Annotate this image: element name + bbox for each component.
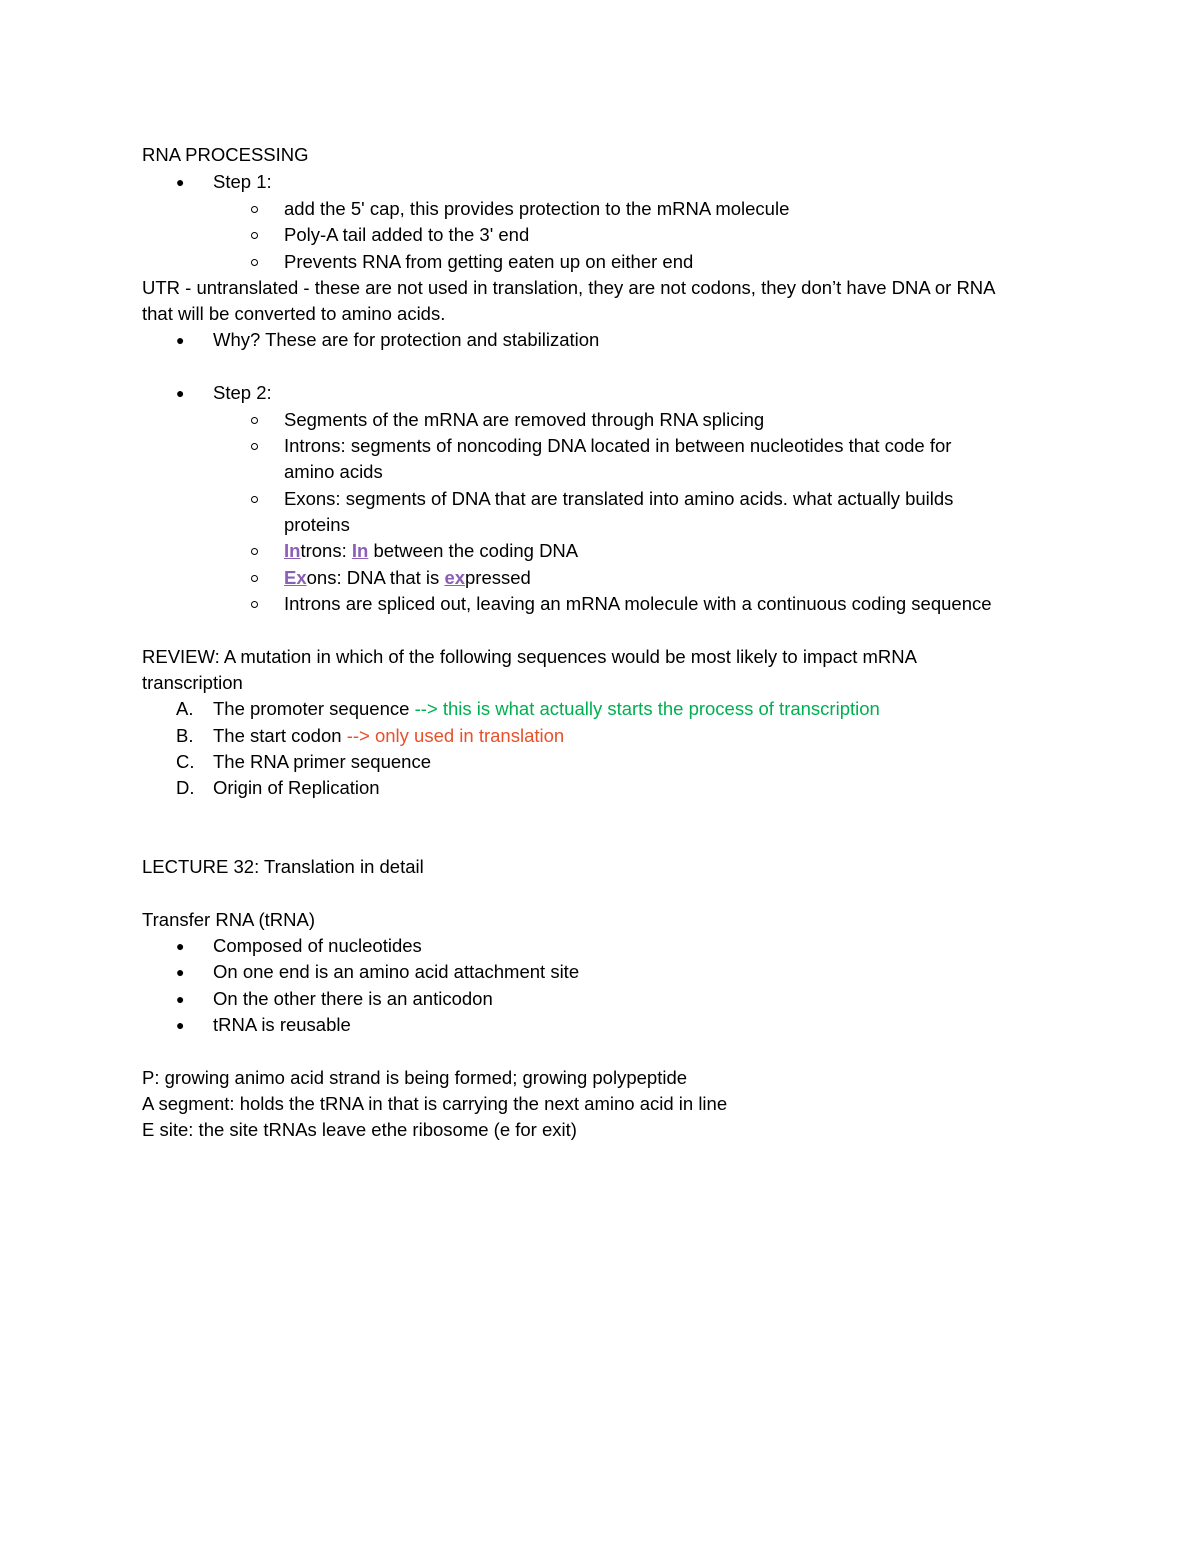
list-item: Exons: segments of DNA that are translated into amino acids. what actually builds bbox=[284, 488, 954, 509]
list-item-continued: amino acids bbox=[284, 461, 383, 482]
p-site-line: P: growing animo acid strand is being formed; growing polypeptide bbox=[142, 1067, 688, 1088]
why-line: Why? These are for protection and stabilization bbox=[213, 329, 600, 350]
list-item: Poly-A tail added to the 3' end bbox=[284, 224, 530, 245]
option-letter: D. bbox=[176, 777, 195, 798]
review-option-b bbox=[213, 724, 564, 748]
utr-line-1: UTR - untranslated - these are not used in translation, they are not codons, they don’t have DNA or RNA bbox=[142, 277, 996, 298]
list-item-continued: proteins bbox=[284, 514, 350, 535]
option-note-correct: --> this is what actually starts the process of transcription bbox=[414, 698, 880, 719]
mnemonic-highlight: In bbox=[351, 540, 369, 561]
review-option-a bbox=[213, 697, 880, 721]
mnemonic-text: between the coding DNA bbox=[368, 540, 579, 561]
option-letter: A. bbox=[176, 698, 194, 719]
bullet-icon: ● bbox=[176, 174, 185, 190]
circle-bullet-icon bbox=[251, 206, 258, 213]
utr-line-2: that will be converted to amino acids. bbox=[142, 303, 446, 324]
step2-label: Step 2: bbox=[213, 382, 272, 403]
circle-bullet-icon bbox=[251, 548, 258, 555]
option-note-wrong: --> only used in translation bbox=[346, 725, 565, 746]
list-item: Prevents RNA from getting eaten up on either end bbox=[284, 251, 694, 272]
list-item: tRNA is reusable bbox=[213, 1014, 351, 1035]
introns-mnemonic bbox=[284, 539, 578, 563]
bullet-icon: ● bbox=[176, 385, 185, 401]
circle-bullet-icon bbox=[251, 443, 258, 450]
mnemonic-highlight: In bbox=[284, 540, 301, 561]
mnemonic-highlight: ex bbox=[444, 567, 466, 588]
circle-bullet-icon bbox=[251, 575, 258, 582]
circle-bullet-icon bbox=[251, 259, 258, 266]
exons-mnemonic bbox=[284, 566, 531, 590]
mnemonic-highlight: Ex bbox=[284, 567, 307, 588]
list-item: On the other there is an anticodon bbox=[213, 988, 493, 1009]
circle-bullet-icon bbox=[251, 496, 258, 503]
mnemonic-text: trons: bbox=[300, 540, 352, 561]
step1-label: Step 1: bbox=[213, 171, 272, 192]
e-site-line: E site: the site tRNAs leave ethe ribosome (e for exit) bbox=[142, 1119, 577, 1140]
list-item: Introns: segments of noncoding DNA located in between nucleotides that code for bbox=[284, 435, 952, 456]
a-site-line: A segment: holds the tRNA in that is carrying the next amino acid in line bbox=[142, 1093, 728, 1114]
option-text: The promoter sequence bbox=[213, 698, 415, 719]
option-text: The start codon bbox=[213, 725, 347, 746]
mnemonic-text: ons: DNA that is bbox=[306, 567, 445, 588]
review-option-c: The RNA primer sequence bbox=[213, 751, 431, 772]
review-question-line-2: transcription bbox=[142, 672, 243, 693]
review-question-line-1: REVIEW: A mutation in which of the following sequences would be most likely to impact mRNA bbox=[142, 646, 917, 667]
circle-bullet-icon bbox=[251, 601, 258, 608]
option-letter: B. bbox=[176, 725, 194, 746]
bullet-icon: ● bbox=[176, 332, 185, 348]
bullet-icon: ● bbox=[176, 991, 185, 1007]
list-item: Introns are spliced out, leaving an mRNA molecule with a continuous coding sequence bbox=[284, 593, 992, 614]
list-item: add the 5' cap, this provides protection to the mRNA molecule bbox=[284, 198, 790, 219]
circle-bullet-icon bbox=[251, 417, 258, 424]
section-title-rna-processing: RNA PROCESSING bbox=[142, 144, 309, 165]
list-item: On one end is an amino acid attachment site bbox=[213, 961, 580, 982]
bullet-icon: ● bbox=[176, 964, 185, 980]
bullet-icon: ● bbox=[176, 1017, 185, 1033]
review-option-d: Origin of Replication bbox=[213, 777, 380, 798]
list-item: Segments of the mRNA are removed through RNA splicing bbox=[284, 409, 765, 430]
option-letter: C. bbox=[176, 751, 195, 772]
circle-bullet-icon bbox=[251, 232, 258, 239]
trna-heading: Transfer RNA (tRNA) bbox=[142, 909, 316, 930]
list-item: Composed of nucleotides bbox=[213, 935, 422, 956]
section-title-lecture-32: LECTURE 32: Translation in detail bbox=[142, 856, 424, 877]
mnemonic-text: pressed bbox=[465, 567, 531, 588]
bullet-icon: ● bbox=[176, 938, 185, 954]
